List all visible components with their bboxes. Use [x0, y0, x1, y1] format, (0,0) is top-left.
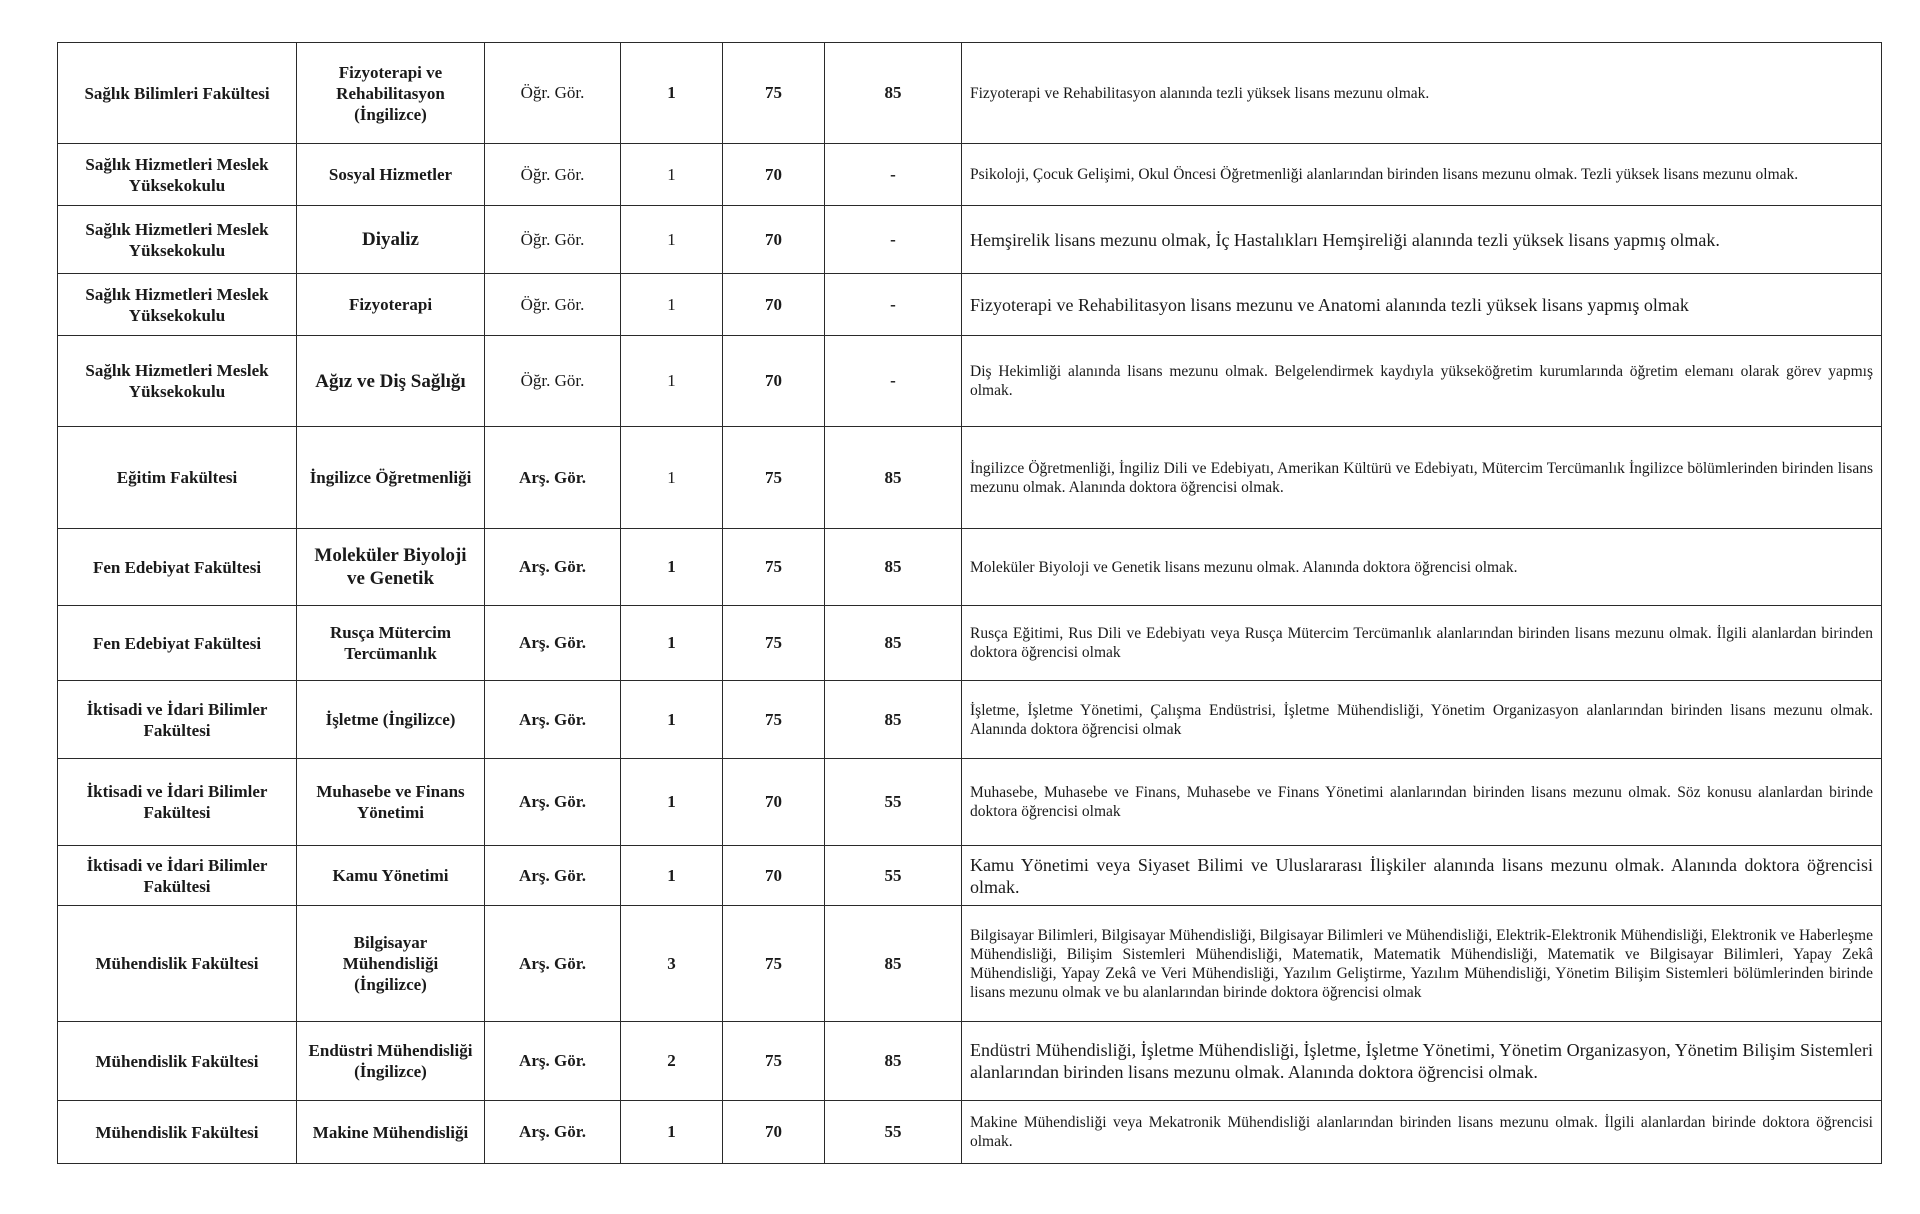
- ales-cell: 70: [723, 144, 825, 206]
- department-cell: Bilgisayar Mühendisliği (İngilizce): [297, 906, 485, 1022]
- title-cell: Arş. Gör.: [485, 906, 621, 1022]
- department-cell: Ağız ve Diş Sağlığı: [297, 336, 485, 427]
- count-cell: 1: [621, 43, 723, 144]
- requirement-cell: İngilizce Öğretmenliği, İngiliz Dili ve Edebiyatı, Amerikan Kültürü ve Edebiyatı, Mütercim Tercümanlık İngilizce bölümlerinden birinden lisans mezunu olmak. Alanında doktora öğrencisi olmak.: [962, 427, 1882, 529]
- requirement-cell: Hemşirelik lisans mezunu olmak, İç Hastalıkları Hemşireliği alanında tezli yüksek lisans yapmış olmak.: [962, 206, 1882, 274]
- ales-cell: 70: [723, 274, 825, 336]
- requirement-cell: Fizyoterapi ve Rehabilitasyon alanında tezli yüksek lisans mezunu olmak.: [962, 43, 1882, 144]
- yds-cell: -: [825, 206, 962, 274]
- ales-cell: 70: [723, 206, 825, 274]
- ales-cell: 70: [723, 336, 825, 427]
- ales-cell: 70: [723, 1101, 825, 1164]
- yds-cell: 85: [825, 529, 962, 606]
- count-cell: 1: [621, 336, 723, 427]
- title-cell: Öğr. Gör.: [485, 144, 621, 206]
- requirement-cell: Diş Hekimliği alanında lisans mezunu olmak. Belgelendirmek kaydıyla yükseköğretim kurumlarında öğretim elemanı olarak görev yapmış olmak.: [962, 336, 1882, 427]
- department-cell: Diyaliz: [297, 206, 485, 274]
- title-cell: Öğr. Gör.: [485, 336, 621, 427]
- title-cell: Arş. Gör.: [485, 1101, 621, 1164]
- count-cell: 1: [621, 427, 723, 529]
- department-cell: Muhasebe ve Finans Yönetimi: [297, 759, 485, 846]
- department-cell: İşletme (İngilizce): [297, 681, 485, 759]
- table-row: [58, 606, 1882, 681]
- department-cell: İngilizce Öğretmenliği: [297, 427, 485, 529]
- unit-cell: Sağlık Hizmetleri Meslek Yüksekokulu: [58, 274, 297, 336]
- department-cell: Endüstri Mühendisliği (İngilizce): [297, 1022, 485, 1101]
- ales-cell: 75: [723, 43, 825, 144]
- ales-cell: 75: [723, 1022, 825, 1101]
- unit-cell: İktisadi ve İdari Bilimler Fakültesi: [58, 681, 297, 759]
- department-cell: Makine Mühendisliği: [297, 1101, 485, 1164]
- yds-cell: 85: [825, 681, 962, 759]
- requirement-cell: Endüstri Mühendisliği, İşletme Mühendisliği, İşletme, İşletme Yönetimi, Yönetim Organizasyon, Yönetim Bilişim Sistemleri alanlarından birinden lisans mezunu olmak. Alanında doktora öğrencisi olmak.: [962, 1022, 1882, 1101]
- unit-cell: Mühendislik Fakültesi: [58, 1101, 297, 1164]
- requirement-cell: Psikoloji, Çocuk Gelişimi, Okul Öncesi Öğretmenliği alanlarından birinden lisans mezunu olmak. Tezli yüksek lisans mezunu olmak.: [962, 144, 1882, 206]
- requirement-cell: Bilgisayar Bilimleri, Bilgisayar Mühendisliği, Bilgisayar Bilimleri ve Mühendisliği, Elektrik-Elektronik Mühendisliği, Elektronik ve Haberleşme Mühendisliği, Bilişim Sistemleri Mühendisliği, Matematik, Matematik Mühendisliği, Matematik ve Bilgisayar Bilimleri, Yapay Zekâ Mühendisliği, Yapay Zekâ ve Veri Mühendisliği, Yazılım Geliştirme, Yazılım Mühendisliği, Yönetim Bilişim Sistemleri bölümlerinden birinde lisans mezunu olmak ve bu alanlarından birinde doktora öğrencisi olmak: [962, 906, 1882, 1022]
- title-cell: Öğr. Gör.: [485, 274, 621, 336]
- department-cell: Fizyoterapi ve Rehabilitasyon (İngilizce): [297, 43, 485, 144]
- ales-cell: 70: [723, 759, 825, 846]
- title-cell: Öğr. Gör.: [485, 206, 621, 274]
- count-cell: 1: [621, 529, 723, 606]
- table-row: [58, 427, 1882, 529]
- table-row: [58, 144, 1882, 206]
- ales-cell: 75: [723, 906, 825, 1022]
- department-cell: Fizyoterapi: [297, 274, 485, 336]
- table-row: [58, 206, 1882, 274]
- title-cell: Arş. Gör.: [485, 759, 621, 846]
- ales-cell: 70: [723, 846, 825, 906]
- requirement-cell: İşletme, İşletme Yönetimi, Çalışma Endüstrisi, İşletme Mühendisliği, Yönetim Organizasyon alanlarından birinden lisans mezunu olmak. Alanında doktora öğrencisi olmak: [962, 681, 1882, 759]
- title-cell: Arş. Gör.: [485, 529, 621, 606]
- unit-cell: Eğitim Fakültesi: [58, 427, 297, 529]
- table-row: [58, 906, 1882, 1022]
- department-cell: Sosyal Hizmetler: [297, 144, 485, 206]
- count-cell: 1: [621, 759, 723, 846]
- table-row: [58, 529, 1882, 606]
- yds-cell: -: [825, 336, 962, 427]
- table-row: [58, 846, 1882, 906]
- unit-cell: İktisadi ve İdari Bilimler Fakültesi: [58, 759, 297, 846]
- requirement-cell: Rusça Eğitimi, Rus Dili ve Edebiyatı veya Rusça Mütercim Tercümanlık alanlarından birinden lisans mezunu olmak. İlgili alanlardan birinden doktora öğrencisi olmak: [962, 606, 1882, 681]
- table-row: [58, 1022, 1882, 1101]
- ales-cell: 75: [723, 427, 825, 529]
- yds-cell: 85: [825, 43, 962, 144]
- title-cell: Arş. Gör.: [485, 846, 621, 906]
- yds-cell: 85: [825, 1022, 962, 1101]
- count-cell: 3: [621, 906, 723, 1022]
- count-cell: 1: [621, 681, 723, 759]
- title-cell: Arş. Gör.: [485, 681, 621, 759]
- unit-cell: Fen Edebiyat Fakültesi: [58, 529, 297, 606]
- table-row: [58, 681, 1882, 759]
- yds-cell: 55: [825, 846, 962, 906]
- yds-cell: 85: [825, 606, 962, 681]
- title-cell: Arş. Gör.: [485, 427, 621, 529]
- unit-cell: İktisadi ve İdari Bilimler Fakültesi: [58, 846, 297, 906]
- requirement-cell: Moleküler Biyoloji ve Genetik lisans mezunu olmak. Alanında doktora öğrencisi olmak.: [962, 529, 1882, 606]
- requirement-cell: Fizyoterapi ve Rehabilitasyon lisans mezunu ve Anatomi alanında tezli yüksek lisans yapmış olmak: [962, 274, 1882, 336]
- requirement-cell: Muhasebe, Muhasebe ve Finans, Muhasebe ve Finans Yönetimi alanlarından birinden lisans mezunu olmak. Söz konusu alanlardan birinde doktora öğrencisi olmak: [962, 759, 1882, 846]
- requirement-cell: Kamu Yönetimi veya Siyaset Bilimi ve Uluslararası İlişkiler alanında lisans mezunu olmak. Alanında doktora öğrencisi olmak.: [962, 846, 1882, 906]
- ales-cell: 75: [723, 681, 825, 759]
- table-row: [58, 759, 1882, 846]
- position-requirements-table: [57, 42, 1882, 1164]
- requirement-cell: Makine Mühendisliği veya Mekatronik Mühendisliği alanlarından birinden lisans mezunu olmak. İlgili alanlardan birinde doktora öğrencisi olmak.: [962, 1101, 1882, 1164]
- title-cell: Arş. Gör.: [485, 606, 621, 681]
- yds-cell: -: [825, 274, 962, 336]
- yds-cell: 85: [825, 427, 962, 529]
- department-cell: Kamu Yönetimi: [297, 846, 485, 906]
- table-row: [58, 1101, 1882, 1164]
- count-cell: 1: [621, 206, 723, 274]
- title-cell: Arş. Gör.: [485, 1022, 621, 1101]
- unit-cell: Sağlık Hizmetleri Meslek Yüksekokulu: [58, 144, 297, 206]
- unit-cell: Fen Edebiyat Fakültesi: [58, 606, 297, 681]
- table-row: [58, 274, 1882, 336]
- ales-cell: 75: [723, 606, 825, 681]
- count-cell: 1: [621, 606, 723, 681]
- unit-cell: Sağlık Hizmetleri Meslek Yüksekokulu: [58, 206, 297, 274]
- count-cell: 1: [621, 274, 723, 336]
- department-cell: Moleküler Biyoloji ve Genetik: [297, 529, 485, 606]
- yds-cell: 55: [825, 759, 962, 846]
- count-cell: 1: [621, 846, 723, 906]
- unit-cell: Mühendislik Fakültesi: [58, 906, 297, 1022]
- title-cell: Öğr. Gör.: [485, 43, 621, 144]
- ales-cell: 75: [723, 529, 825, 606]
- unit-cell: Sağlık Hizmetleri Meslek Yüksekokulu: [58, 336, 297, 427]
- count-cell: 2: [621, 1022, 723, 1101]
- table-row: [58, 43, 1882, 144]
- yds-cell: -: [825, 144, 962, 206]
- yds-cell: 85: [825, 906, 962, 1022]
- count-cell: 1: [621, 1101, 723, 1164]
- unit-cell: Mühendislik Fakültesi: [58, 1022, 297, 1101]
- table-row: [58, 336, 1882, 427]
- department-cell: Rusça Mütercim Tercümanlık: [297, 606, 485, 681]
- yds-cell: 55: [825, 1101, 962, 1164]
- count-cell: 1: [621, 144, 723, 206]
- unit-cell: Sağlık Bilimleri Fakültesi: [58, 43, 297, 144]
